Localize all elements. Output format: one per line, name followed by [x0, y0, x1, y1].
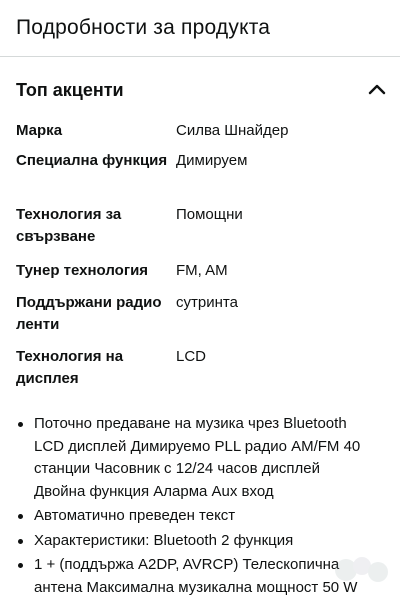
bullet-line: станции Часовник с 12/24 часов дисплей	[34, 460, 320, 477]
bullet-line: антена Максимална музикална мощност 50 W	[34, 578, 358, 596]
bullet-line: Характеристики: Bluetooth 2 функция	[34, 531, 294, 549]
page-title: Подробности за продукта	[16, 16, 271, 39]
bullet-line: Поточно предаване на музика чрез Bluetooth	[34, 415, 347, 432]
spec-row-connectivity	[0, 204, 400, 260]
spec-key: Поддържани радио ленти	[16, 294, 162, 333]
bullet-icon	[18, 563, 23, 568]
spec-key: Марка	[16, 122, 63, 139]
bullet-line: 1 + (поддържа A2DP, AVRCP) Телескопична	[34, 556, 340, 573]
bullet-line: Автоматично преведен текст	[34, 507, 236, 524]
bullet-icon	[18, 539, 23, 544]
spec-value: FM, AM	[176, 262, 228, 279]
spec-key: Технология на дисплея	[16, 348, 124, 387]
spec-row-tuner	[0, 260, 400, 292]
list-item	[16, 505, 388, 528]
list-item	[16, 530, 388, 553]
top-highlights-toggle[interactable]	[0, 72, 400, 108]
bullet-icon	[18, 514, 23, 519]
spec-value: Помощни	[176, 206, 243, 223]
specs-table	[0, 120, 400, 400]
spec-row-brand	[0, 120, 400, 150]
spec-value: сутринта	[176, 294, 238, 311]
spec-value: Силва Шнайдер	[176, 122, 289, 139]
chevron-up-icon[interactable]	[368, 82, 386, 96]
spec-row-special-feature	[0, 150, 400, 204]
watermark-logo-icon	[332, 552, 396, 596]
bullet-line: LCD дисплей Димируемо PLL радио AM/FM 40	[34, 437, 361, 455]
spec-key: Специална функция	[16, 152, 168, 169]
list-item	[16, 413, 388, 503]
spec-value: LCD	[176, 348, 207, 365]
spec-key: Технология за свързване	[16, 206, 122, 245]
section-title: Топ акценти	[16, 80, 124, 100]
divider	[0, 56, 400, 57]
spec-key: Тунер технология	[16, 262, 149, 279]
bullet-icon	[18, 422, 23, 427]
bullet-line: Двойна функция Аларма Aux вход	[34, 482, 274, 500]
spec-value: Димируем	[176, 152, 248, 169]
spec-row-display	[0, 346, 400, 400]
spec-row-radio-bands	[0, 292, 400, 346]
